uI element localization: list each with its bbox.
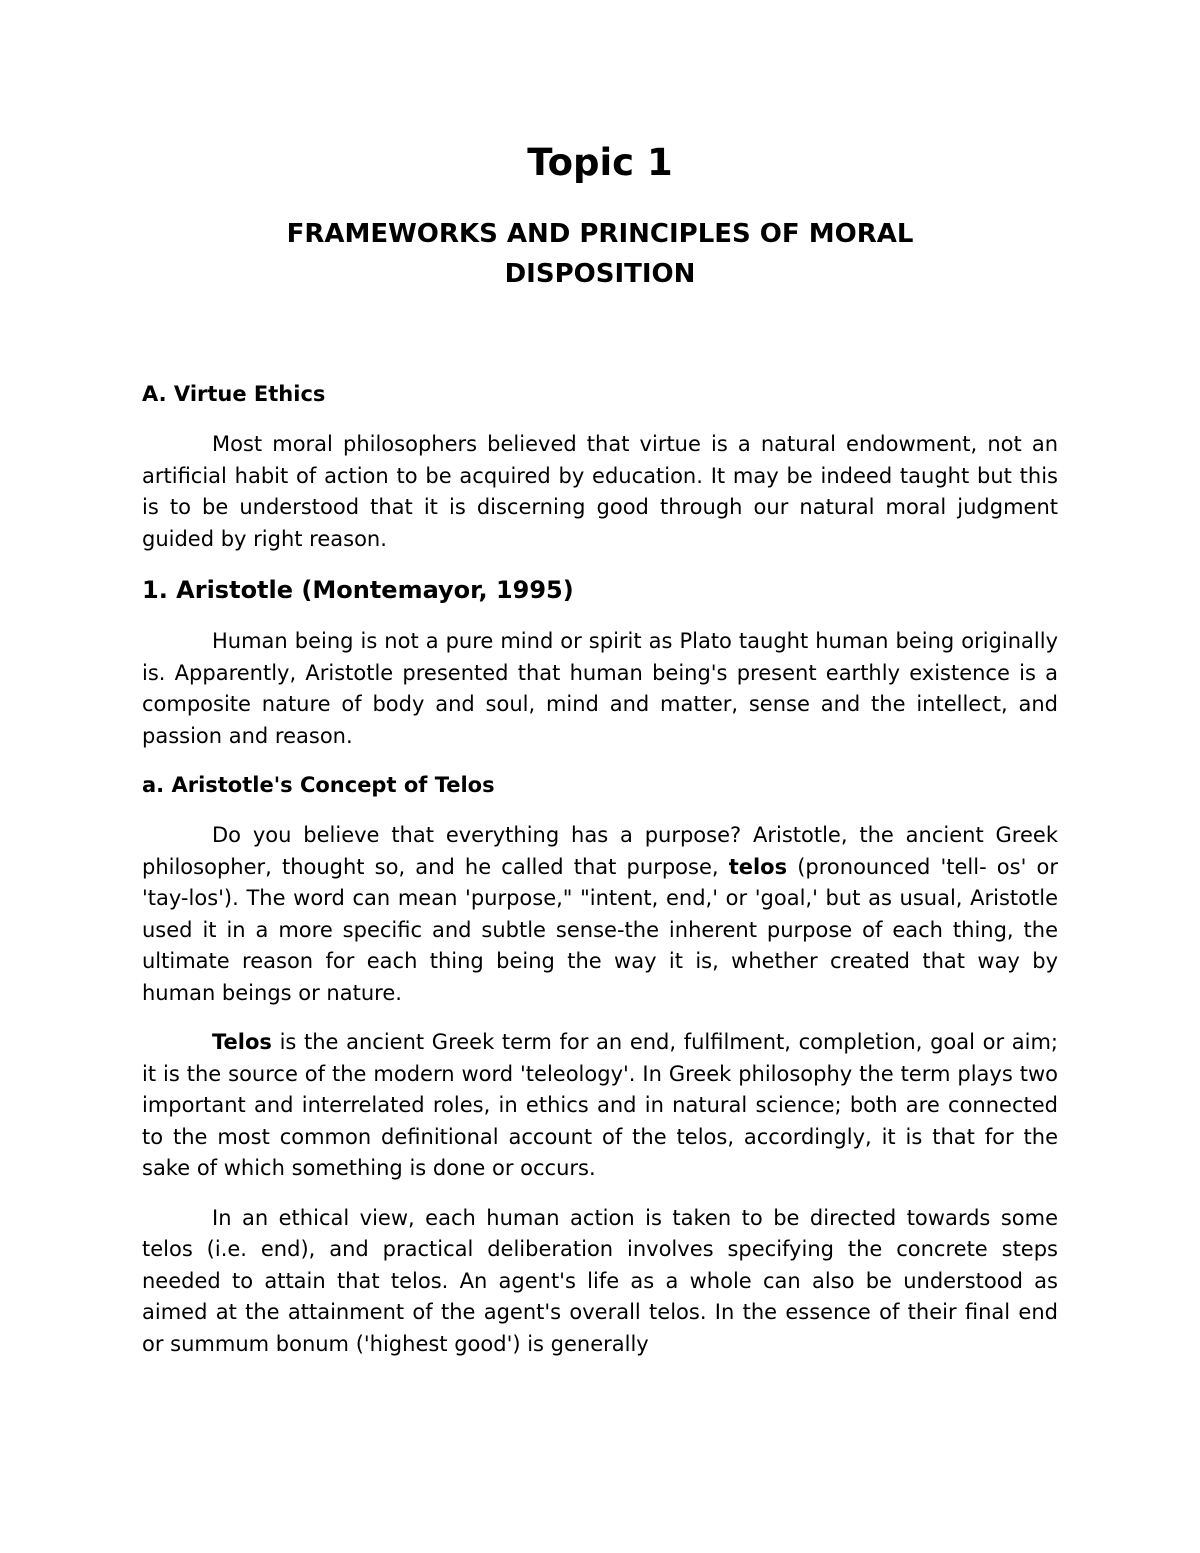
main-title-line-2: DISPOSITION [504,259,696,289]
telos-paragraph-2-text: is the ancient Greek term for an end, fulfilment, completion, goal or aim; it is the source of the modern word 'teleology'. In Greek philosophy the term plays two important and interrelated roles, in ethics and in natural science; both are connected to the most common definitional account of the telos, accordingly, it is that for the sake of which something is done or occurs. [142,1030,1058,1180]
section-a-paragraph: Most moral philosophers believed that virtue is a natural endowment, not an artificial habit of action to be acquired by education. It may be indeed taught but this is to be understood that it is discerning good through our natural moral judgment guided by right reason. [142,432,1058,551]
telos-term-bold: telos [728,854,788,879]
telos-paragraph-3: In an ethical view, each human action is taken to be directed towards some telos (i.e. end), and practical deliberation involves specifying the concrete steps needed to attain that telos. An agent's life as a whole can also be understood as aimed at the attainment of the agent's overall telos. In the essence of their final end or summum bonum ('highest good') is generally [142,1205,1058,1356]
topic-title: Topic 1 [527,141,673,184]
section-a-heading: A. Virtue Ethics [142,382,326,406]
telos-paragraph-1 [142,820,1058,1009]
telos-paragraph-2 [142,1027,1058,1185]
telos-paragraph-2-bold-term: Telos [212,1030,272,1054]
telos-paragraph-1-text-end: (pronounced 'tell- os' or 'tay-los'). The word can mean 'purpose," "intent, end,' or 'goal,' but as usual, Aristotle used it in a more specific and subtle sense-the inherent purpose of each thing, the ultimate reason for each thing being the way it is, whether created that way by human beings or nature. [142,854,1058,1005]
subsection-1-heading: 1. Aristotle (Montemayor, 1995) [142,576,574,604]
subsection-1-paragraph: Human being is not a pure mind or spirit as Plato taught human being originally is. Apparently, Aristotle presented that human being's present earthly existence is a composite nature of body and soul, mind and matter, sense and the intellect, and passion and reason. [142,629,1058,748]
main-title [142,214,1058,294]
telos-paragraph-1-text-start: Do you believe that everything has a purpose? Aristotle, the ancient Greek philosopher, thought so, and he called that purpose, [142,823,1058,879]
page-content [142,138,1058,1378]
main-title-line-1: FRAMEWORKS AND PRINCIPLES OF MORAL [286,219,914,249]
subsection-a-heading: a. Aristotle's Concept of Telos [142,773,495,797]
